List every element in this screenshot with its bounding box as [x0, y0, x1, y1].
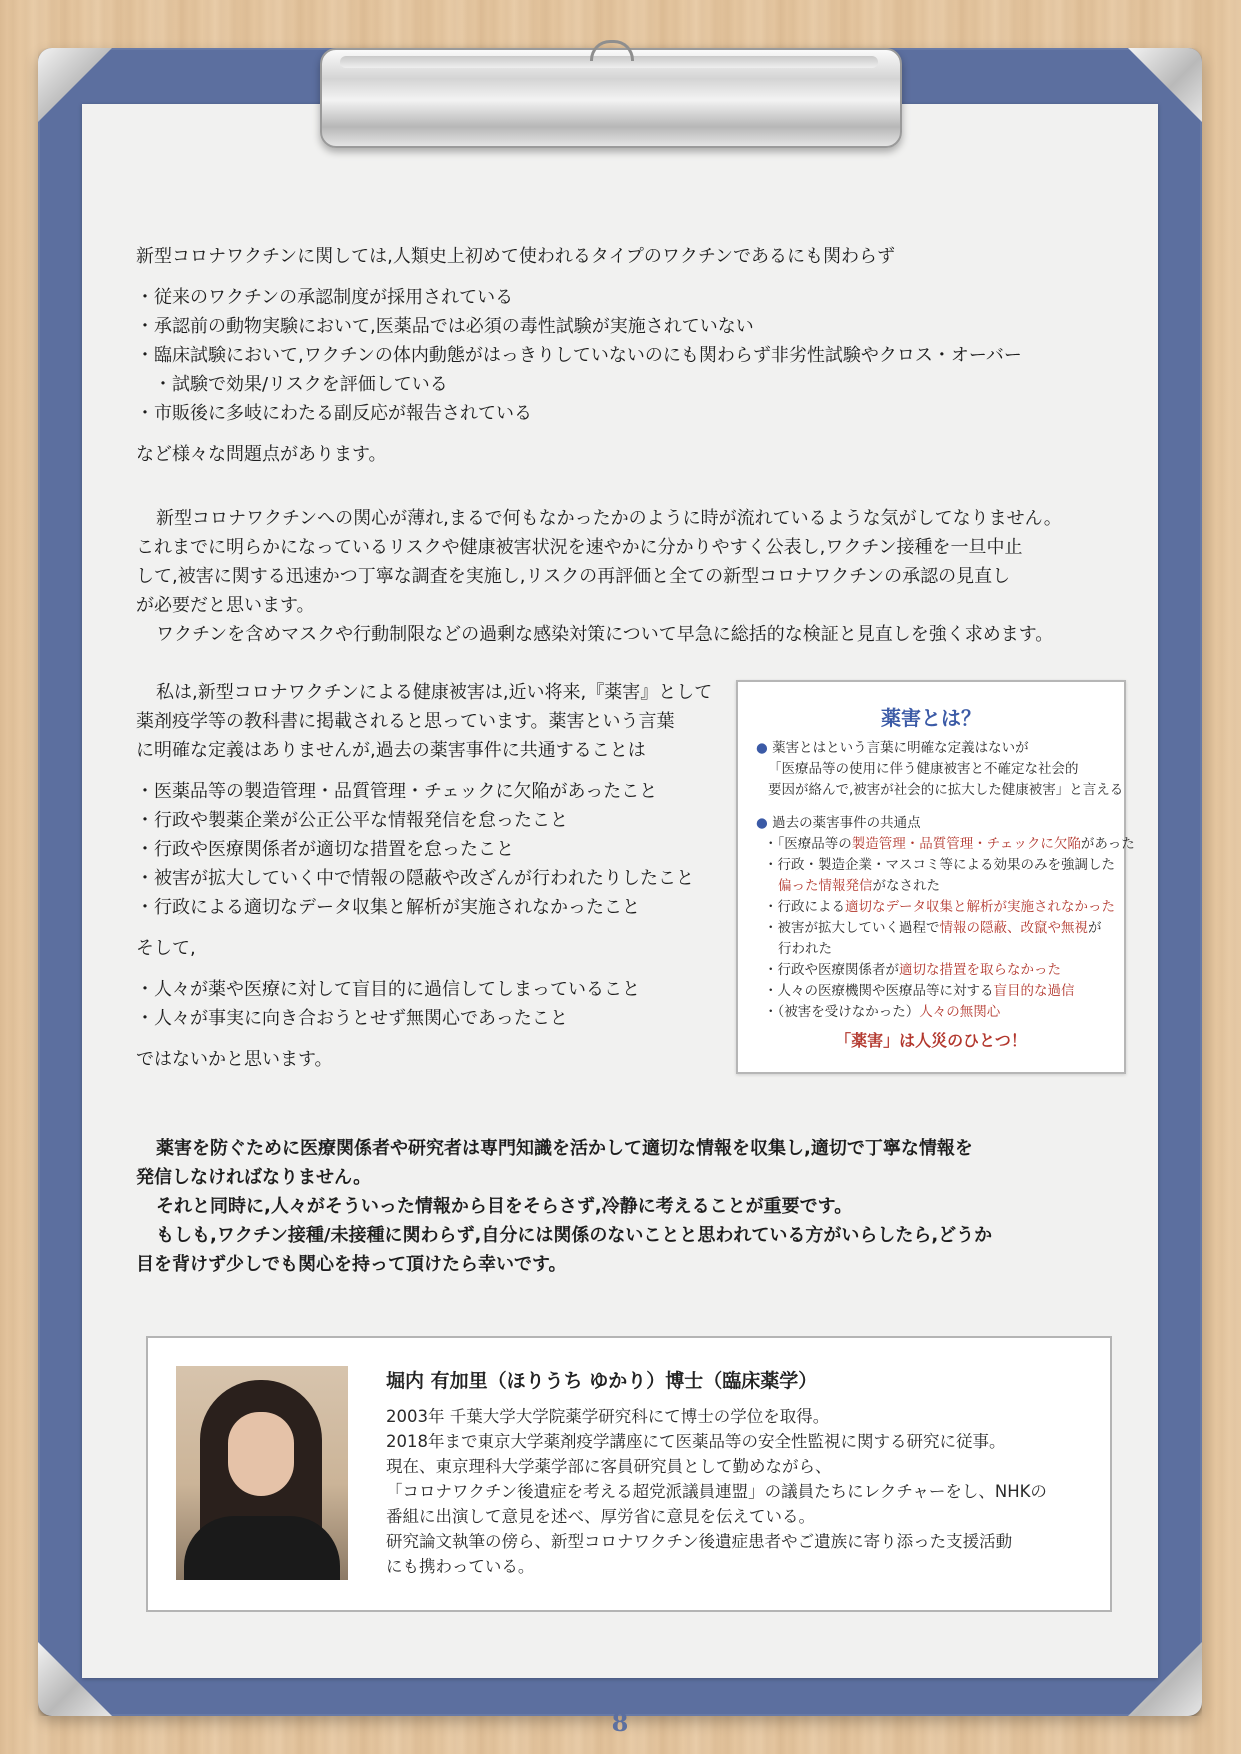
concern-line: して,被害に関する迅速かつ丁寧な調査を実施し,リスクの再評価と全ての新型コロナワクチンの承認の見直し	[136, 566, 1011, 587]
intro-bullet: ・ 承認前の動物実験において,医薬品では必須の毒性試験が実施されていない	[136, 312, 1022, 341]
harm-box-footer: 「薬害」は人災のひとつ！	[835, 1031, 1027, 1050]
intro-section	[136, 242, 1022, 469]
harm-definition-box	[736, 680, 1135, 1074]
author-bio-line: 番組に出演して意見を述べ、厚労省に意見を伝えている。	[386, 1507, 815, 1526]
author-profile-box	[146, 1336, 1112, 1612]
concern-paragraph	[136, 504, 1062, 649]
closing-line: 目を背けず少しでも関心を持って頂けたら幸いです。	[136, 1254, 567, 1275]
harm-bullet: ・ 人々が事実に向き合おうとせず無関心であったこと	[136, 1004, 712, 1033]
harm-box-item-text: がなされた	[872, 878, 940, 894]
harm-bullet: ・ 人々が薬や医療に対して盲目的に過信してしまっていること	[136, 975, 712, 1004]
harm-box-item-text: 行政による	[777, 899, 845, 915]
harm-box-item: ・（被害を受けなかった）人々の無関心	[764, 1004, 1001, 1020]
closing-message	[136, 1134, 992, 1279]
harm-bullet: ・ 行政による適切なデータ収集と解析が実施されなかったこと	[136, 893, 712, 922]
harm-box-item: ・行政による適切なデータ収集と解析が実施されなかった	[764, 899, 1115, 915]
harm-bullet: ・ 行政や医療関係者が適切な措置を怠ったこと	[136, 835, 712, 864]
bullet-dot-icon: ●	[756, 815, 768, 831]
harm-box-def-line: 「医療品等の使用に伴う健康被害と不確定な社会的	[768, 761, 1079, 777]
concern-line: が必要だと思います。	[136, 595, 315, 616]
harm-intro-line: 薬剤疫学等の教科書に掲載されると思っています。薬害という言葉	[136, 711, 675, 732]
intro-tail: など様々な問題点があります。	[136, 444, 387, 465]
harm-intro-line: に明確な定義はありませんが,過去の薬害事件に共通することは	[136, 740, 646, 761]
harm-box-item-text: 人々の医療機関や医療品等に対する	[777, 983, 994, 999]
closing-line: 発信しなければなりません。	[136, 1167, 372, 1188]
author-bio-line: にも携わっている。	[386, 1557, 535, 1576]
harm-bullet: ・ 被害が拡大していく中で情報の隠蔽や改ざんが行われたりしたこと	[136, 864, 712, 893]
author-name: 堀内 有加里（ほりうち ゆかり）博士（臨床薬学）	[386, 1370, 818, 1392]
harm-box-item-text: 行政・製造企業・マスコミ等による効果のみを強調した	[777, 857, 1115, 873]
harm-box-item-highlight: 製造管理・品質管理・チェックに欠陥	[851, 836, 1081, 852]
harm-box-body	[756, 738, 1135, 1023]
intro-bullet-continuation	[136, 370, 1022, 399]
harm-and-then: そして,	[136, 938, 196, 959]
harm-box-item-highlight: 人々の無関心	[919, 1004, 1001, 1020]
intro-bullet: ・ 従来のワクチンの承認制度が採用されている	[136, 283, 1022, 312]
harm-box-item-text: （被害を受けなかった）	[777, 1004, 920, 1020]
harm-bullet: ・ 医薬品等の製造管理・品質管理・チェックに欠陥があったこと	[136, 777, 712, 806]
harm-box-item: 行われた	[778, 941, 832, 957]
author-bio-line: 2018年まで東京大学薬剤疫学講座にて医薬品等の安全性監視に関する研究に従事。	[386, 1432, 1006, 1451]
author-bio-line: 現在、東京理科大学薬学部に客員研究員として勤めながら、	[386, 1457, 832, 1476]
harm-bullet-list	[136, 777, 712, 922]
intro-bullet: ・ 市販後に多岐にわたる副反応が報告されている	[136, 399, 1022, 428]
harm-box-common-heading: 過去の薬害事件の共通点	[772, 815, 921, 831]
closing-line: それと同時に,人々がそういった情報から目をそらさず,冷静に考えることが重要です。	[156, 1196, 853, 1217]
harm-box-item-highlight: 適切な措置を取らなかった	[899, 962, 1061, 978]
intro-bullet-list	[136, 283, 1022, 428]
harm-box-item-text: 被害が拡大していく過程で	[777, 920, 940, 936]
harm-box-def-line: 要因が絡んで,被害が社会的に拡大した健康被害」と言える	[768, 782, 1124, 798]
harm-section	[136, 678, 712, 1074]
metal-clip-ring	[590, 40, 634, 61]
concern-line: 新型コロナワクチンへの関心が薄れ,まるで何もなかったかのように時が流れているような気がしてなりません。	[156, 508, 1062, 529]
harm-box-item-highlight: 適切なデータ収集と解析が実施されなかった	[845, 899, 1115, 915]
harm-box-title: 薬害とは？	[881, 706, 981, 730]
harm-box-item: ・行政や医療関係者が適切な措置を取らなかった	[764, 962, 1061, 978]
harm-box-item-highlight: 盲目的な過信	[993, 983, 1075, 999]
author-bio	[386, 1404, 1047, 1579]
author-bio-line: 研究論文執筆の傍ら、新型コロナワクチン後遺症患者やご遺族に寄り添った支援活動	[386, 1532, 1013, 1551]
author-bio-line: 2003年 千葉大学大学院薬学研究科にて博士の学位を取得。	[386, 1407, 830, 1426]
harm-box-item-text: が	[1088, 920, 1102, 936]
harm-bullet: ・ 行政や製薬企業が公正公平な情報発信を怠ったこと	[136, 806, 712, 835]
harm-bullet-list-2	[136, 975, 712, 1033]
intro-bullet: ・ 臨床試験において,ワクチンの体内動態がはっきりしていないのにも関わらず非劣性試験やクロス・オーバー	[136, 341, 1022, 370]
harm-box-item: ・「医療品等の製造管理・品質管理・チェックに欠陥があった	[764, 836, 1135, 852]
harm-box-item-text: 行政や医療関係者が	[777, 962, 899, 978]
harm-box-item-text: 「医療品等の	[777, 836, 852, 852]
harm-intro-line: 私は,新型コロナワクチンによる健康被害は,近い将来,『薬害』として	[156, 682, 713, 703]
page-number: 8	[611, 1708, 629, 1737]
intro-lead: 新型コロナワクチンに関しては,人類史上初めて使われるタイプのワクチンであるにも関わらず	[136, 246, 896, 267]
author-bio-line: 「コロナワクチン後遺症を考える超党派議員連盟」の議員たちにレクチャーをし、NHKの	[386, 1482, 1047, 1501]
intro-bullet-continuation-text: 試験で効果/リスクを評価している	[172, 374, 448, 395]
concern-line: ワクチンを含めマスクや行動制限などの過剰な感染対策について早急に総括的な検証と見直しを強く求めます。	[156, 624, 1054, 645]
harm-box-item: ・被害が拡大していく過程で情報の隠蔽、改竄や無視が	[764, 920, 1102, 936]
harm-box-item-highlight: 偏った情報発信	[778, 878, 873, 894]
bullet-dot-icon: ●	[756, 740, 768, 756]
harm-box-item: ・行政・製造企業・マスコミ等による効果のみを強調した	[764, 857, 1115, 873]
closing-line: もしも,ワクチン接種/未接種に関わらず,自分には関係のないことと思われている方がいらしたら,どうか	[156, 1225, 993, 1246]
harm-closing: ではないかと思います。	[136, 1049, 333, 1070]
harm-box-item-highlight: 情報の隠蔽、改竄や無視	[939, 920, 1088, 936]
harm-box-def-line: 薬害とはという言葉に明確な定義はないが	[772, 740, 1029, 756]
harm-box-item-text: があった	[1080, 836, 1135, 852]
closing-line: 薬害を防ぐために医療関係者や研究者は専門知識を活かして適切な情報を収集し,適切で丁寧な情報を	[156, 1138, 973, 1159]
harm-box-item	[756, 876, 1116, 897]
concern-line: これまでに明らかになっているリスクや健康被害状況を速やかに分かりやすく公表し,ワクチン接種を一旦中止	[136, 537, 1023, 558]
harm-box-item: ・人々の医療機関や医療品等に対する盲目的な過信	[764, 983, 1075, 999]
author-photo	[176, 1366, 348, 1580]
